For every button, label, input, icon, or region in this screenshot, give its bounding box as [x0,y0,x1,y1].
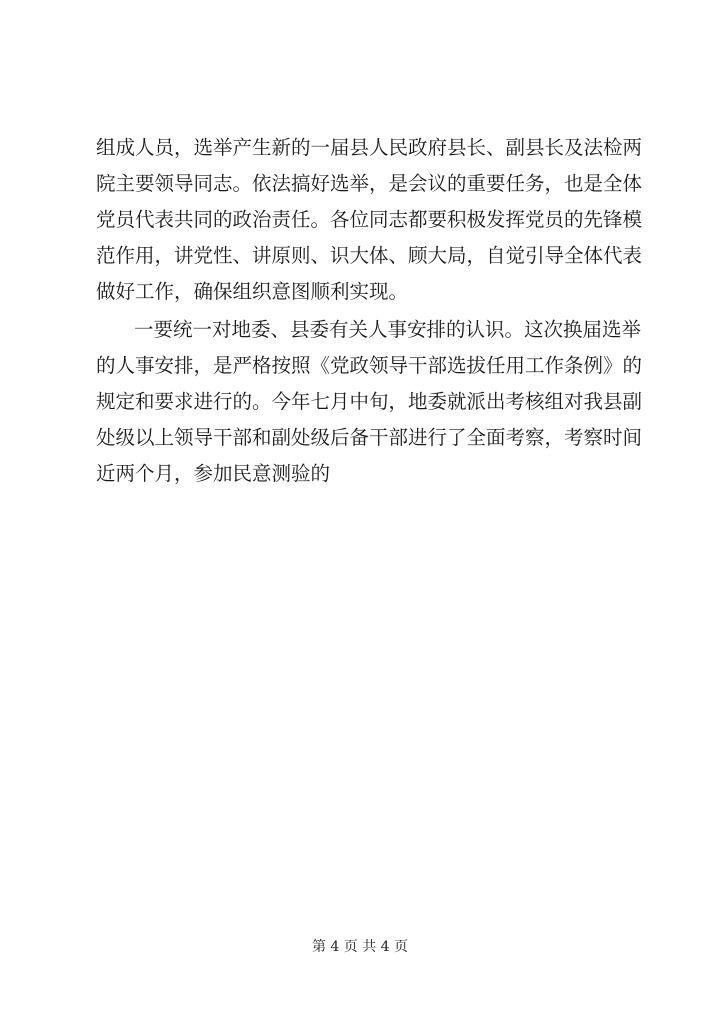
paragraph-1-line-5: 做好工作，确保组织意图顺利实现。 [96,280,409,303]
paragraph-1-line-3: 党员代表共同的政治责任。各位同志都要积极发挥党员的先锋模 [96,208,643,231]
paragraph-1-line-2: 院主要领导同志。依法搞好选举，是会议的重要任务，也是全体 [96,172,643,195]
paragraph-2-line-4: 处级以上领导干部和副处级后备干部进行了全面考察，考察时间 [96,426,643,449]
paragraph-2-line-3: 规定和要求进行的。今年七月中旬，地委就派出考核组对我县副 [96,390,643,413]
paragraph-2-line-2: 的人事安排，是严格按照《党政领导干部选拔任用工作条例》的 [96,354,643,377]
page-number-footer: 第 4 页 共 4 页 [311,939,409,955]
paragraph-2-line-5: 近两个月，参加民意测验的 [96,462,331,485]
paragraph-2-line-1: 一要统一对地委、县委有关人事安排的认识。这次换届选举 [134,318,642,341]
paragraph-1-line-4: 范作用，讲党性、讲原则、识大体、顾大局，自觉引导全体代表 [96,244,643,267]
paragraph-1-line-1: 组成人员，选举产生新的一届县人民政府县长、副县长及法检两 [96,136,643,159]
